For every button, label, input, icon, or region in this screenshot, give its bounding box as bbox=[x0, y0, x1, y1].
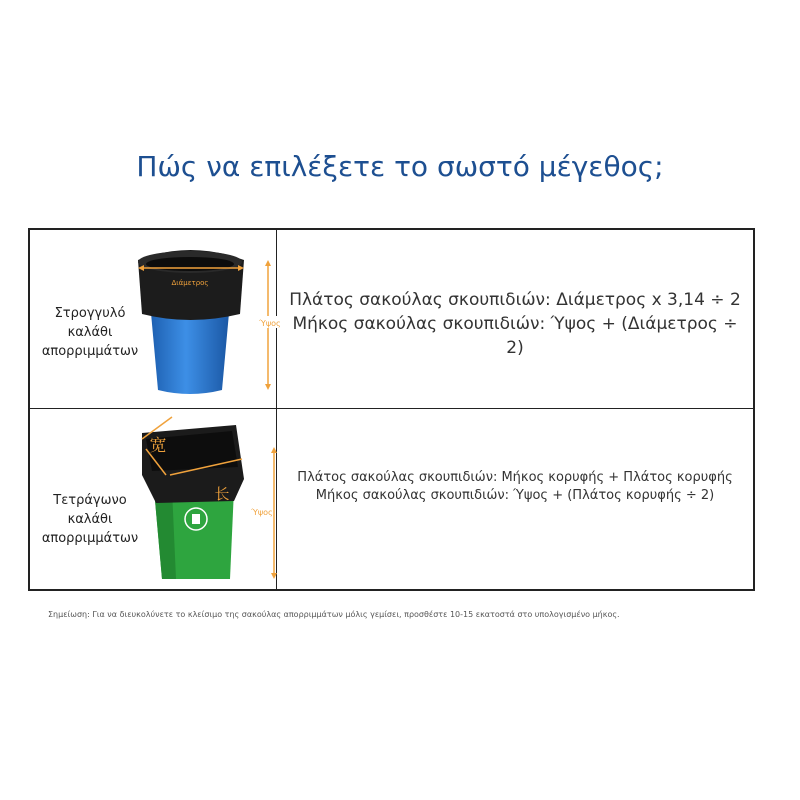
height-label: Ύψος bbox=[259, 319, 281, 328]
page-title: Πώς να επιλέξετε το σωστό μέγεθος; bbox=[136, 150, 664, 183]
round-bin-label: Στρογγυλό καλάθι απορριμμάτων bbox=[41, 306, 139, 359]
round-bin-illustration bbox=[126, 230, 281, 408]
length-label: 长 bbox=[214, 485, 230, 503]
square-bin-formula-line1: Πλάτος σακούλας σκουπιδιών: Μήκος κορυφής + Πλάτος κορυφής bbox=[297, 470, 733, 485]
square-bin-formula-line2: Μήκος σακούλας σκουπιδιών: Ύψος + (Πλάτος κορυφής ÷ 2) bbox=[315, 488, 715, 503]
round-bin-cell bbox=[30, 230, 281, 408]
square-height-label: Ύψος bbox=[251, 508, 273, 517]
square-bin-formula bbox=[283, 469, 747, 505]
round-bin-row bbox=[30, 230, 753, 409]
footnote: Σημείωση: Για να διευκολύνετε το κλείσιμο της σακούλας απορριμμάτων μόλις γεμίσει, προσθέστε 10-15 εκατοστά στο υπολογισμένο μήκος. bbox=[48, 610, 620, 619]
round-bin-formula: Πλάτος σακούλας σκουπιδιών: Διάμετρος x 3,14 ÷ 2 Μήκος σακούλας σκουπιδιών: Ύψος + (Διάμετρος ÷ 2) bbox=[289, 290, 741, 358]
square-bin-cell bbox=[30, 409, 277, 589]
size-guide-table bbox=[28, 228, 755, 591]
square-bin-formula-cell bbox=[277, 409, 753, 589]
round-bin-formula-cell bbox=[277, 230, 753, 408]
square-bin-illustration bbox=[126, 409, 276, 589]
square-bin-label: Τετράγωνο καλάθι απορριμμάτων bbox=[41, 493, 139, 546]
diameter-label: Διάμετρος bbox=[171, 279, 209, 287]
width-label: 宽 bbox=[149, 436, 167, 456]
square-bin-row bbox=[30, 409, 753, 589]
